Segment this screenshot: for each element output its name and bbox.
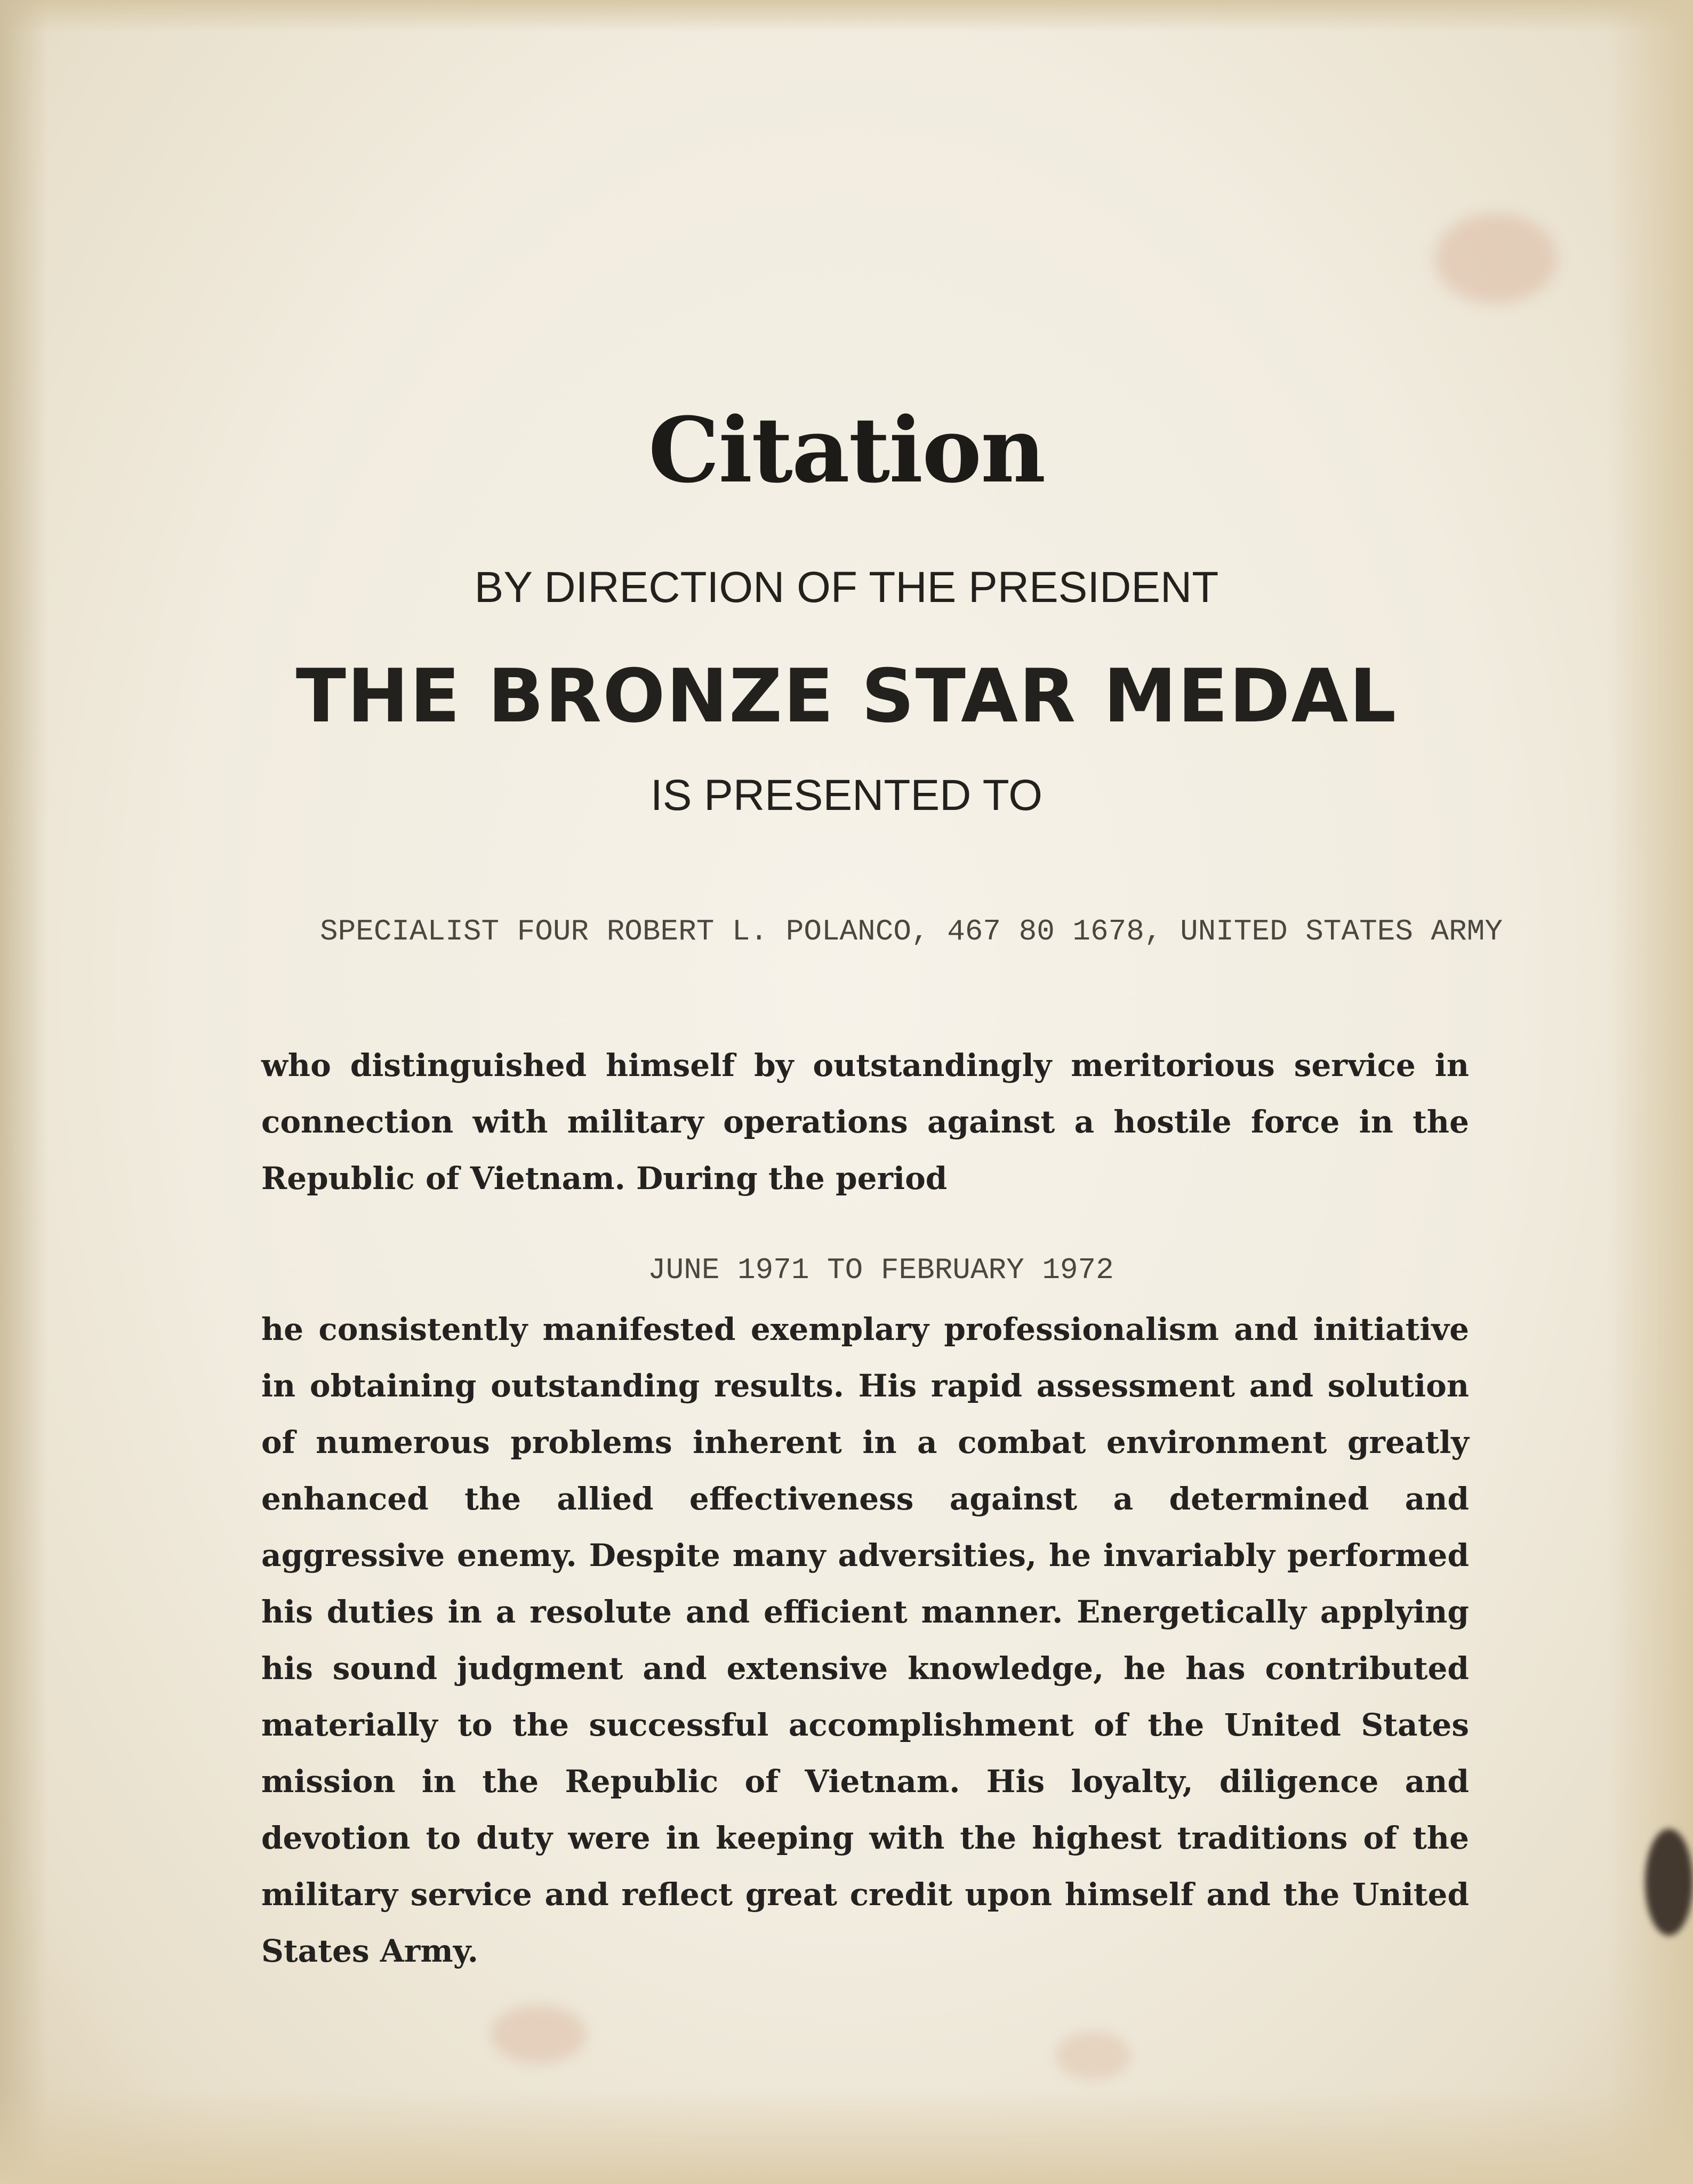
authority-line: BY DIRECTION OF THE PRESIDENT bbox=[474, 563, 1219, 612]
presented-line: IS PRESENTED TO bbox=[650, 771, 1043, 820]
paper-stain bbox=[491, 2005, 587, 2063]
paper-edge-right bbox=[1608, 0, 1693, 2184]
citation-paragraph-2: he consistently manifested exemplary professionalism and initiative in obtaining outstanding results. His rapid assessment and solution of numerous problems inherent in a combat environment greatly enhanced the allied effectiveness against a determined and aggressive enemy. Despite many adversities, he invariably performed his duties in a resolute and efficient manner. Energetically applying his sound judgment and extensive knowledge, he has contributed materially to the successful accomplishment of the United States mission in the Republic of Vietnam. His loyalty, diligence and devotion to duty were in keeping with the highest traditions of the military service and reflect great credit upon himself and the United States Army. bbox=[261, 1311, 1469, 1969]
paper-stain bbox=[1056, 2032, 1130, 2079]
paper-edge-bottom bbox=[0, 2088, 1693, 2184]
recipient-line: SPECIALIST FOUR ROBERT L. POLANCO, 467 80 1678, UNITED STATES ARMY bbox=[320, 914, 1503, 949]
paper-edge-top bbox=[0, 0, 1693, 32]
service-period: JUNE 1971 TO FEBRUARY 1972 bbox=[648, 1253, 1114, 1287]
citation-paragraph-1: who distinguished himself by outstandingly meritorious service in connection with military operations against a hostile force in the Republic of Vietnam. During the period bbox=[261, 1047, 1469, 1197]
paper-stain bbox=[1434, 213, 1557, 304]
paper-edge-left bbox=[0, 0, 48, 2184]
ink-blot bbox=[1645, 1829, 1693, 1936]
award-name: THE BRONZE STAR MEDAL bbox=[295, 653, 1398, 739]
citation-heading: Citation bbox=[648, 397, 1045, 503]
